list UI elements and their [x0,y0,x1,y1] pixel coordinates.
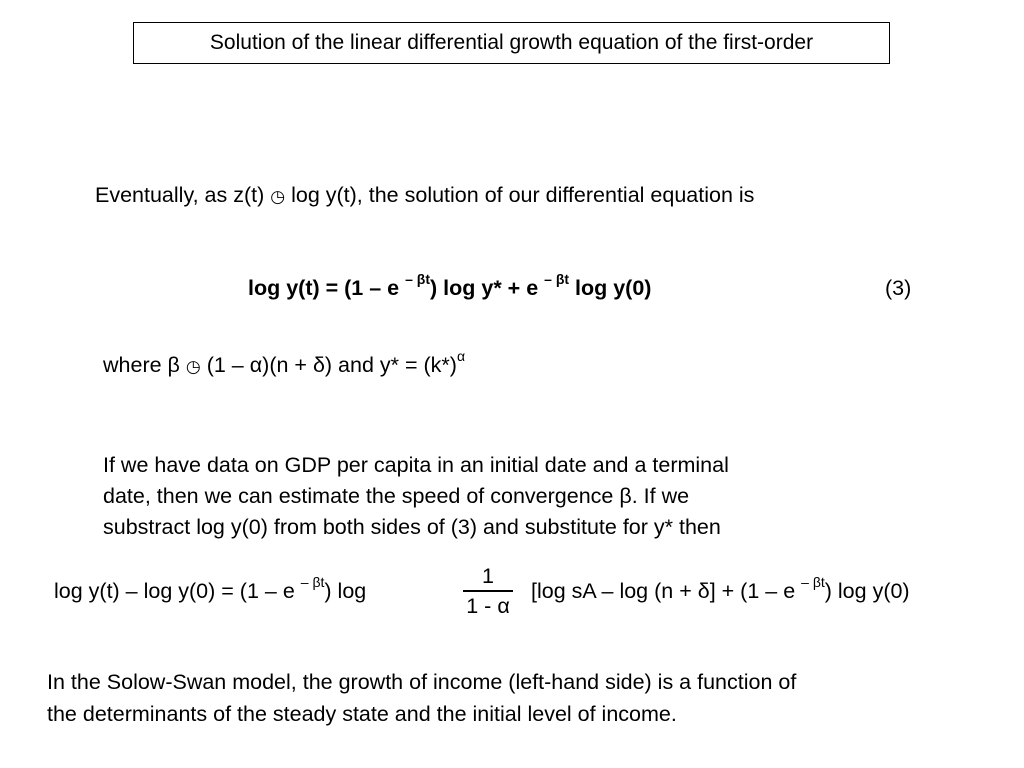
where-part-a: where β [103,353,180,377]
eq4-exponent-1: – βt [300,574,325,590]
equation-number: (3) [885,276,912,300]
fraction-numerator: 1 [482,564,494,588]
equation-4-right [531,574,910,604]
eq4-exponent-2: – βt [801,574,825,590]
equation-3 [248,271,652,301]
conclusion-paragraph [47,666,796,730]
explanation-paragraph [103,450,729,543]
eq4-part-d: ) log y(0) [824,579,910,603]
slide-title: Solution of the linear differential growth equation of the first-order [133,22,890,64]
where-line [103,348,466,378]
equation-4-left [54,574,367,604]
intro-text [95,183,754,208]
conclusion-line-2: the determinants of the steady state and the initial level of income. [47,702,677,726]
clock-symbol-icon: ◷ [185,357,201,377]
eq3-part-c: log y(0) [575,276,652,300]
fraction-denominator: 1 - α [466,594,510,618]
eq3-exponent-2: – βt [544,271,570,287]
eq3-exponent-1: – βt [405,271,431,287]
paragraph-line-2: date, then we can estimate the speed of convergence β. If we [103,484,690,508]
paragraph-line-1: If we have data on GDP per capita in an initial date and a terminal [103,453,729,477]
intro-part1: Eventually, as z(t) [95,183,265,207]
conclusion-line-1: In the Solow-Swan model, the growth of income (left-hand side) is a function of [47,670,797,694]
eq3-part-b: ) log y* + e [430,276,539,300]
eq4-part-b: ) log [324,579,367,603]
where-exponent: α [456,348,466,364]
clock-symbol-icon: ◷ [270,187,286,207]
where-part-b: (1 – α)(n + δ) and y* = (k*) [206,353,457,377]
paragraph-line-3: substract log y(0) from both sides of (3) and substitute for y* then [103,515,721,539]
eq4-part-c: [log sA – log (n + δ] + (1 – e [531,579,796,603]
eq4-part-a: log y(t) – log y(0) = (1 – e [54,579,295,603]
eq3-part-a: log y(t) = (1 – e [248,276,400,300]
intro-part2: log y(t), the solution of our differential equation is [291,183,755,207]
fraction [455,562,521,620]
